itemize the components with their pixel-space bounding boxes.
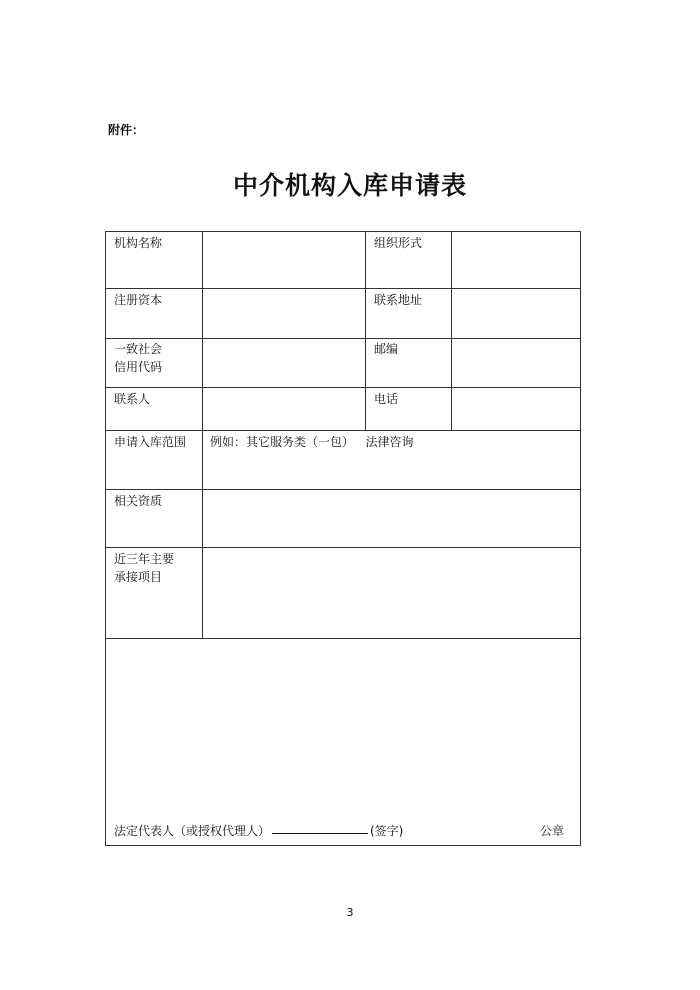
application-form-table [105, 231, 581, 846]
seal-label: 公章 [540, 824, 565, 838]
org-form-field[interactable] [452, 233, 580, 287]
label-projects-line1: 近三年主要 [114, 552, 175, 566]
label-postal-code: 邮编 [374, 342, 399, 356]
label-credit-code-line2: 信用代码 [114, 360, 163, 374]
phone-field[interactable] [452, 388, 580, 429]
attachment-label: 附件： [108, 123, 145, 137]
label-phone: 电话 [374, 392, 399, 406]
contact-address-field[interactable] [452, 289, 580, 337]
scope-example-text[interactable]: 例如：其它服务类（一包） 法律咨询 [210, 435, 414, 449]
postal-code-field[interactable] [452, 339, 580, 386]
label-contact-person: 联系人 [114, 392, 151, 406]
org-name-field[interactable] [203, 233, 364, 287]
column-divider [365, 232, 366, 430]
label-projects-line2: 承接项目 [114, 570, 163, 584]
label-scope: 申请入库范围 [114, 435, 187, 449]
projects-field[interactable] [203, 548, 580, 637]
registered-capital-field[interactable] [203, 289, 364, 337]
contact-person-field[interactable] [203, 388, 364, 429]
qualifications-field[interactable] [203, 490, 580, 546]
row-divider [106, 430, 581, 431]
credit-code-field[interactable] [203, 339, 364, 386]
label-org-name: 机构名称 [114, 236, 163, 250]
signature-suffix: (签字) [370, 824, 404, 838]
form-title: 中介机构入库申请表 [232, 171, 467, 200]
label-qualifications: 相关资质 [114, 494, 163, 508]
signature-line[interactable] [272, 833, 368, 834]
label-contact-address: 联系地址 [374, 293, 423, 307]
declaration-area[interactable] [107, 639, 580, 819]
label-registered-capital: 注册资本 [114, 293, 163, 307]
page-number: 3 [346, 906, 354, 919]
label-org-form: 组织形式 [374, 236, 423, 250]
signature-prefix: 法定代表人（或授权代理人） [114, 824, 271, 838]
label-credit-code-line1: 一致社会 [114, 342, 163, 356]
